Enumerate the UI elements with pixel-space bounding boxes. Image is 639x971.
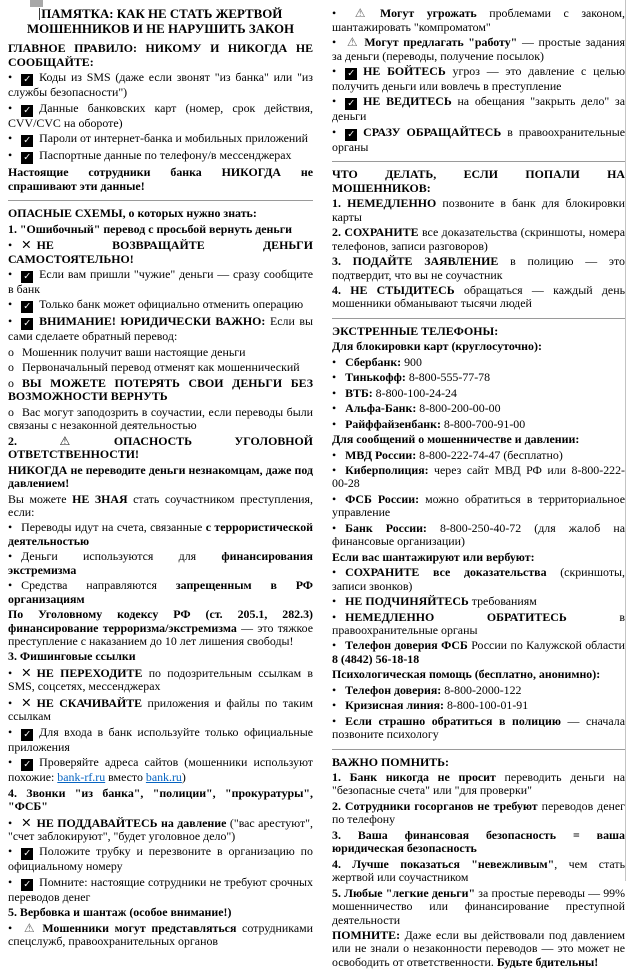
text-run: 3. Ваша финансовая безопасность = ваша юридическая безопасность <box>332 827 625 856</box>
text-run: НЕ ПОДЧИНЯЙТЕСЬ <box>345 594 469 609</box>
text-run: Положите трубку и перезвоните в организацию по официальному номеру <box>8 844 313 874</box>
text-run: НЕ ВОЗВРАЩАЙТЕ ДЕНЬГИ САМОСТОЯТЕЛЬНО! <box>8 238 313 266</box>
bullet-marker: • <box>332 385 337 400</box>
checkbox-icon: ✓ <box>21 759 33 771</box>
paragraph <box>332 858 625 885</box>
page-right-edge <box>625 0 626 881</box>
text-run: МВД России: <box>345 447 417 462</box>
bullet-item <box>332 387 625 400</box>
section-heading <box>8 207 313 220</box>
bullet-item <box>8 726 313 754</box>
text-run: вместо <box>105 770 146 785</box>
text-run: Только банк может официально отменить операцию <box>39 297 304 312</box>
bullet-marker: • <box>8 70 13 85</box>
text-run: Проверяйте адреса сайтов (мошенники используют похожие: <box>8 755 313 785</box>
bullet-marker: • <box>332 609 337 624</box>
text-run: 8-800-222-74-47 (бесплатно) <box>416 447 563 462</box>
bullet-marker: • <box>332 491 337 506</box>
paragraph <box>332 771 625 798</box>
bullet-item <box>8 816 313 844</box>
paragraph <box>8 608 313 648</box>
bullet-item <box>332 95 625 123</box>
sub-bullet-item <box>8 346 313 359</box>
paragraph <box>8 650 313 663</box>
text-run: Помните: настоящие сотрудники не требуют срочных переводов денег <box>8 874 313 904</box>
bullet-item <box>332 715 625 742</box>
paragraph <box>332 668 625 681</box>
text-run: 4. Лучше показаться "невежливым" <box>332 856 555 871</box>
text-run: с террористической деятельностью <box>8 520 314 548</box>
text-run: Для сообщений о мошенничестве и давлении: <box>332 432 580 447</box>
checkbox-icon: ✓ <box>21 152 33 164</box>
text-run: 2. СОХРАНИТЕ <box>332 225 419 240</box>
bullet-marker: • <box>8 314 13 329</box>
bullet-item <box>8 876 313 904</box>
section-divider <box>332 318 625 319</box>
text-run: 8-800-200-00-00 <box>416 401 501 416</box>
bullet-marker: • <box>332 594 337 609</box>
bullet-item <box>8 298 313 313</box>
paragraph <box>8 464 313 491</box>
cross-icon: ✕ <box>21 237 32 253</box>
bullet-marker: • <box>8 238 13 253</box>
doc-title <box>8 7 313 37</box>
checkbox-icon: ✓ <box>21 301 33 313</box>
checkbox-icon: ✓ <box>21 879 33 891</box>
text-run: переводить деньги на "безопасные счета" или "для проверки" <box>332 770 625 798</box>
bullet-marker: • <box>8 665 13 680</box>
paragraph <box>8 166 313 193</box>
text-run: НЕ ЗНАЯ <box>72 491 128 506</box>
paragraph <box>332 255 625 282</box>
bullet-item <box>8 315 313 343</box>
bullet-marker: • <box>332 370 337 385</box>
section-divider <box>332 161 625 162</box>
text-run: 1. НЕМЕДЛЕННО <box>332 196 437 211</box>
bullet-marker: • <box>8 131 13 146</box>
text-run: — простые задания за деньги (переводы, получение посылок) <box>332 35 626 63</box>
text-run: ) <box>181 770 186 785</box>
section-heading <box>332 756 625 769</box>
text-run: 8-800-100-01-91 <box>443 698 529 713</box>
section-heading <box>8 42 313 69</box>
checkbox-icon: ✓ <box>21 848 33 860</box>
sub-bullet-marker: o <box>8 360 14 375</box>
paragraph <box>332 800 625 827</box>
bullet-item <box>332 493 625 520</box>
bullet-item <box>8 521 313 548</box>
bullet-item <box>8 922 313 949</box>
text-run: можно обратиться в территориальное управление <box>332 491 626 520</box>
text-run: проблемами с законом, шантажировать "компроматом" <box>332 6 625 34</box>
bullet-marker: • <box>8 266 13 281</box>
text-run: НЕМЕДЛЕННО ОБРАТИТЕСЬ <box>345 609 567 624</box>
bullet-item <box>8 756 313 784</box>
text-run: 900 <box>401 354 422 369</box>
bullet-item <box>8 238 313 266</box>
text-run: Сбербанк: <box>345 354 402 369</box>
text-run: Телефон доверия: <box>345 682 442 697</box>
bullet-item <box>8 666 313 694</box>
sub-bullet-marker: o <box>8 375 14 390</box>
text-run: на обещания "закрыть дело" за деньги <box>332 94 625 124</box>
bullet-item <box>332 65 625 93</box>
text-run: Могут предлагать "работу" <box>364 35 518 49</box>
text-run: Если страшно обратиться в полицию <box>345 713 561 728</box>
text-run: финансирования экстремизма <box>8 549 313 577</box>
bullet-item <box>332 402 625 415</box>
bullet-marker: • <box>8 297 13 312</box>
text-run: Если вам пришли "чужие" деньги — сразу сообщите в банк <box>8 266 313 296</box>
sub-bullet-marker: o <box>8 344 14 359</box>
paragraph <box>332 197 625 224</box>
text-run: Данные банковских карт (номер, срок действия, CVV/CVC на обороте) <box>8 100 313 130</box>
toolbar-fragment <box>30 0 43 7</box>
text-run: — сначала позвоните психологу <box>332 713 625 742</box>
text-run: Средства направляются <box>21 578 176 593</box>
bullet-item <box>332 684 625 697</box>
section-divider <box>332 749 625 750</box>
text-run: 8 (4842) 56-18-18 <box>332 651 420 666</box>
bullet-item <box>8 550 313 577</box>
warning-icon: ⚠ <box>345 6 375 20</box>
sub-bullet-marker: o <box>8 404 14 419</box>
text-run: СОХРАНИТЕ все доказательства <box>345 565 547 580</box>
warning-icon: ⚠ <box>345 35 360 49</box>
checkbox-icon: ✓ <box>21 74 33 86</box>
bullet-item <box>8 845 313 873</box>
bullet-marker: • <box>332 447 337 462</box>
text-run: Психологическая помощь (бесплатно, анонимно): <box>332 667 601 682</box>
text-run: Деньги используются для <box>21 549 222 564</box>
section-heading <box>332 168 625 195</box>
warning_dark-icon: ⚠ <box>59 433 110 448</box>
bullet-marker: • <box>332 35 337 49</box>
text-run: переводов денег по телефону <box>332 798 626 827</box>
paragraph <box>332 433 625 446</box>
bullet-marker: • <box>8 549 13 564</box>
paragraph <box>8 787 313 814</box>
paragraph <box>8 493 313 520</box>
bullet-marker: • <box>332 462 337 477</box>
bullet-marker: • <box>332 520 337 535</box>
bullet-item <box>332 356 625 369</box>
checkbox-icon: ✓ <box>21 318 33 330</box>
paragraph <box>332 829 625 856</box>
paragraph <box>332 226 625 253</box>
text-run: позвоните в банк для блокировки карты <box>332 196 625 224</box>
text-run: ВНИМАНИЕ! ЮРИДИЧЕСКИ ВАЖНО: <box>39 314 266 329</box>
bullet-item <box>8 268 313 296</box>
text-run: 8-800-2000-122 <box>441 682 522 697</box>
text-run: 8-800-700-91-00 <box>440 416 526 431</box>
text-run: (скриншоты, записи звонков) <box>332 565 625 593</box>
text-run: Первоначальный перевод отменят как мошеннический <box>21 360 300 375</box>
text-run: НЕ БОЙТЕСЬ <box>363 64 446 78</box>
text-run: Вас могут заподозрить в соучастии, если переводы были связаны с незаконной деятельностью <box>8 404 313 433</box>
paragraph <box>332 551 625 564</box>
text-run: Переводы идут на счета, связанные <box>21 520 206 535</box>
text-run: Мошенники могут представляться <box>42 920 237 935</box>
paragraph <box>332 929 625 969</box>
bullet-item <box>8 579 313 606</box>
text-run: Для блокировки карт (круглосуточно): <box>332 339 542 354</box>
cross-icon: ✕ <box>21 694 32 710</box>
bullet-item <box>332 36 625 63</box>
text-run: в правоохранительные органы <box>332 124 625 154</box>
bullet-marker: • <box>8 874 13 889</box>
text-run: Будьте бдительны! <box>496 954 599 969</box>
text-run: запрещенным в РФ организациям <box>8 578 313 606</box>
bullet-marker: • <box>8 695 13 710</box>
text-run: Настоящие сотрудники банка НИКОГДА не спрашивают эти данные! <box>8 165 313 193</box>
text-run: угроз — это давление с целью получить деньги или вовлечь в преступление <box>332 64 625 93</box>
section-divider <box>8 200 313 201</box>
bullet-item <box>8 102 313 130</box>
text-run: ОПАСНЫЕ СХЕМЫ, о которых нужно знать: <box>8 206 257 221</box>
cross-icon: ✕ <box>21 814 32 830</box>
text-run: требованиям <box>468 594 537 609</box>
text-run: 8-800-250-40-72 (для жалоб на финансовые организации) <box>332 520 625 549</box>
sub-bullet-item <box>8 406 313 433</box>
text-run: ЭКСТРЕННЫЕ ТЕЛЕФОНЫ: <box>332 323 499 338</box>
text-run: Кризисная линия: <box>345 698 444 713</box>
text-run: сотрудниками спецслужб, правоохранительных органов <box>8 920 313 949</box>
text-run: 1. "Ошибочный" перевод с просьбой вернуть деньги <box>8 221 292 236</box>
cross-icon: ✕ <box>21 664 32 680</box>
text-run: Если вас шантажируют или вербуют: <box>332 549 535 564</box>
text-run: СРАЗУ ОБРАЩАЙТЕСЬ <box>363 124 502 139</box>
hyperlink[interactable]: bank-rf.ru <box>57 770 106 785</box>
text-run: через сайт МВД РФ или 8-800-222-00-28 <box>332 462 625 491</box>
hyperlink[interactable]: bank.ru <box>145 770 182 785</box>
text-run: Пароли от интернет-банка и мобильных приложений <box>39 131 309 146</box>
bullet-marker: • <box>8 755 13 770</box>
text-run: 2. <box>8 433 60 448</box>
bullet-marker: • <box>332 416 337 431</box>
bullet-marker: • <box>332 401 337 416</box>
bullet-marker: • <box>332 94 337 109</box>
text-run: Киберполиция: <box>345 462 429 477</box>
paragraph <box>8 223 313 236</box>
text-run: 4. НЕ СТЫДИТЕСЬ <box>332 282 455 297</box>
sub-bullet-item <box>8 377 313 404</box>
checkbox-icon: ✓ <box>21 105 33 117</box>
text-run: НИКОГДА не переводите деньги незнакомцам, даже под давлением! <box>8 462 313 491</box>
text-run: все доказательства (скриншоты, номера телефонов, записи разговоров) <box>332 225 626 253</box>
right-column <box>332 7 625 971</box>
text-run: Паспортные данные по телефону/в мессенджерах <box>39 148 292 163</box>
text-run: Альфа-Банк: <box>345 401 417 416</box>
bullet-item <box>332 464 625 491</box>
bullet-item <box>332 566 625 593</box>
bullet-item <box>332 611 625 638</box>
text-run: России по Калужской области <box>467 638 625 653</box>
text-run: стать соучастником преступления, если: <box>8 491 313 519</box>
paragraph <box>332 887 625 927</box>
text-run: 3. ПОДАЙТЕ ЗАЯВЛЕНИЕ <box>332 254 499 269</box>
bullet-item <box>332 699 625 712</box>
text-run: Могут угрожать <box>380 6 477 20</box>
text-run: 2. Сотрудники госорганов не требуют <box>332 798 538 813</box>
text-run: Для входа в банк используйте только официальные приложения <box>8 724 313 754</box>
text-run: НЕ ПЕРЕХОДИТЕ <box>36 665 143 680</box>
checkbox-icon: ✓ <box>21 729 33 741</box>
text-run: НЕ СКАЧИВАЙТЕ <box>36 695 143 710</box>
text-run: Телефон доверия ФСБ <box>345 638 468 653</box>
text-run: — это тяжкое преступление с наказанием до 10 лет лишения свободы! <box>8 620 314 649</box>
sub-bullet-item <box>8 361 313 374</box>
paragraph <box>8 906 313 919</box>
text-run: 5. Вербовка и шантаж (особое внимание!) <box>8 905 232 920</box>
text-run: 4. Звонки "из банка", "полиции", "прокуратуры", "ФСБ" <box>8 785 313 814</box>
bullet-marker: • <box>332 713 337 728</box>
bullet-item <box>332 371 625 384</box>
text-run: , чем стать жертвой или соучастником <box>332 856 625 885</box>
checkbox-icon: ✓ <box>345 68 357 80</box>
text-run: Райффайзенбанк: <box>345 416 441 431</box>
text-run: Коды из SMS (даже если звонят "из банка" или "из службы безопасности") <box>8 70 313 100</box>
text-run: 5. Любые "легкие деньги" <box>332 885 476 900</box>
checkbox-icon: ✓ <box>21 271 33 283</box>
bullet-item <box>332 449 625 462</box>
text-run: Вы можете <box>8 491 73 506</box>
section-heading <box>332 325 625 338</box>
bullet-item <box>332 7 625 34</box>
bullet-marker: • <box>8 100 13 115</box>
text-run: 3. Фишинговые ссылки <box>8 649 136 664</box>
text-run: ВЫ МОЖЕТЕ ПОТЕРЯТЬ СВОИ ДЕНЬГИ БЕЗ ВОЗМОЖНОСТИ ВЕРНУТЬ <box>8 375 313 404</box>
text-run: за простые переводы — 99% мошенничество или финансирование преступной деятельности <box>332 885 625 927</box>
bullet-marker: • <box>8 844 13 859</box>
text-run: 8-800-100-24-24 <box>372 385 457 400</box>
text-run: ("вас арестуют", "счет заблокируют", "будет уголовное дело") <box>8 815 313 844</box>
text-run: ПАМЯТКА: КАК НЕ СТАТЬ ЖЕРТВОЙ МОШЕННИКОВ И НЕ НАРУШИТЬ ЗАКОН <box>26 7 295 37</box>
bullet-marker: • <box>8 724 13 739</box>
text-run: ГЛАВНОЕ ПРАВИЛО: НИКОМУ И НИКОГДА НЕ СООБЩАЙТЕ: <box>8 41 313 69</box>
bullet-marker: • <box>8 520 13 535</box>
bullet-marker: • <box>332 698 337 713</box>
text-run: Если вы сами сделаете обратный перевод: <box>8 314 313 344</box>
checkbox-icon: ✓ <box>21 135 33 147</box>
bullet-item <box>8 696 313 724</box>
text-run: обращаться — каждый день мошенники обманывают тысячи людей <box>332 282 625 311</box>
checkbox-icon: ✓ <box>345 98 357 110</box>
text-run: в правоохранительные органы <box>332 609 625 637</box>
bullet-marker: • <box>8 148 13 163</box>
bullet-marker: • <box>332 6 337 20</box>
bullet-item <box>332 522 625 549</box>
bullet-marker: • <box>8 578 13 593</box>
text-run: 1. Банк никогда не просит <box>332 770 496 785</box>
text-run: ЧТО ДЕЛАТЬ, ЕСЛИ ПОПАЛИ НА МОШЕННИКОВ: <box>332 167 625 195</box>
text-run: в полицию — это подтвердит, что вы не соучастник <box>332 254 626 282</box>
bullet-item <box>8 132 313 147</box>
paragraph <box>332 340 625 353</box>
bullet-item <box>8 71 313 99</box>
bullet-marker: • <box>332 354 337 369</box>
text-run: ОПАСНОСТЬ УГОЛОВНОЙ ОТВЕТСТВЕННОСТИ! <box>8 433 313 462</box>
text-run: По Уголовному кодексу РФ (ст. 205.1, 282.3) финансирование терроризма/экстремизма <box>8 607 313 635</box>
bullet-marker: • <box>332 565 337 580</box>
bullet-marker: • <box>332 682 337 697</box>
bullet-item <box>8 149 313 164</box>
text-run: НЕ ВЕДИТЕСЬ <box>363 94 452 109</box>
text-cursor <box>39 8 41 20</box>
text-run: Тинькофф: <box>345 370 406 385</box>
bullet-item <box>332 595 625 608</box>
text-run: НЕ ПОДДАВАЙТЕСЬ на давление <box>36 815 227 830</box>
warning-icon: ⚠ <box>21 920 38 935</box>
text-run: ПОМНИТЕ: <box>332 928 401 943</box>
bullet-item <box>332 639 625 666</box>
text-run: ВТБ: <box>345 385 373 400</box>
bullet-marker: • <box>8 920 13 935</box>
text-run: ФСБ России: <box>345 491 420 506</box>
bullet-item <box>332 418 625 431</box>
text-run: ВАЖНО ПОМНИТЬ: <box>332 754 449 769</box>
bullet-marker: • <box>332 64 337 78</box>
bullet-marker: • <box>332 638 337 653</box>
bullet-marker: • <box>8 815 13 830</box>
text-run: Мошенник получит ваши настоящие деньги <box>21 344 246 359</box>
left-column <box>8 7 313 971</box>
bullet-item <box>332 126 625 154</box>
checkbox-icon: ✓ <box>345 129 357 141</box>
text-run: Даже если вы действовали под давлением или не знали о незаконности переводов — это может не освободить от ответственности. <box>332 928 625 969</box>
text-run: приложения и файлы по таким ссылкам <box>8 695 314 724</box>
text-run: 8-800-555-77-78 <box>405 370 491 385</box>
text-run: Банк России: <box>345 520 427 535</box>
paragraph <box>8 435 313 462</box>
paragraph <box>332 284 625 311</box>
bullet-marker: • <box>332 124 337 139</box>
text-run: по подозрительным ссылкам в SMS, соцсетях, мессенджерах <box>8 665 313 694</box>
